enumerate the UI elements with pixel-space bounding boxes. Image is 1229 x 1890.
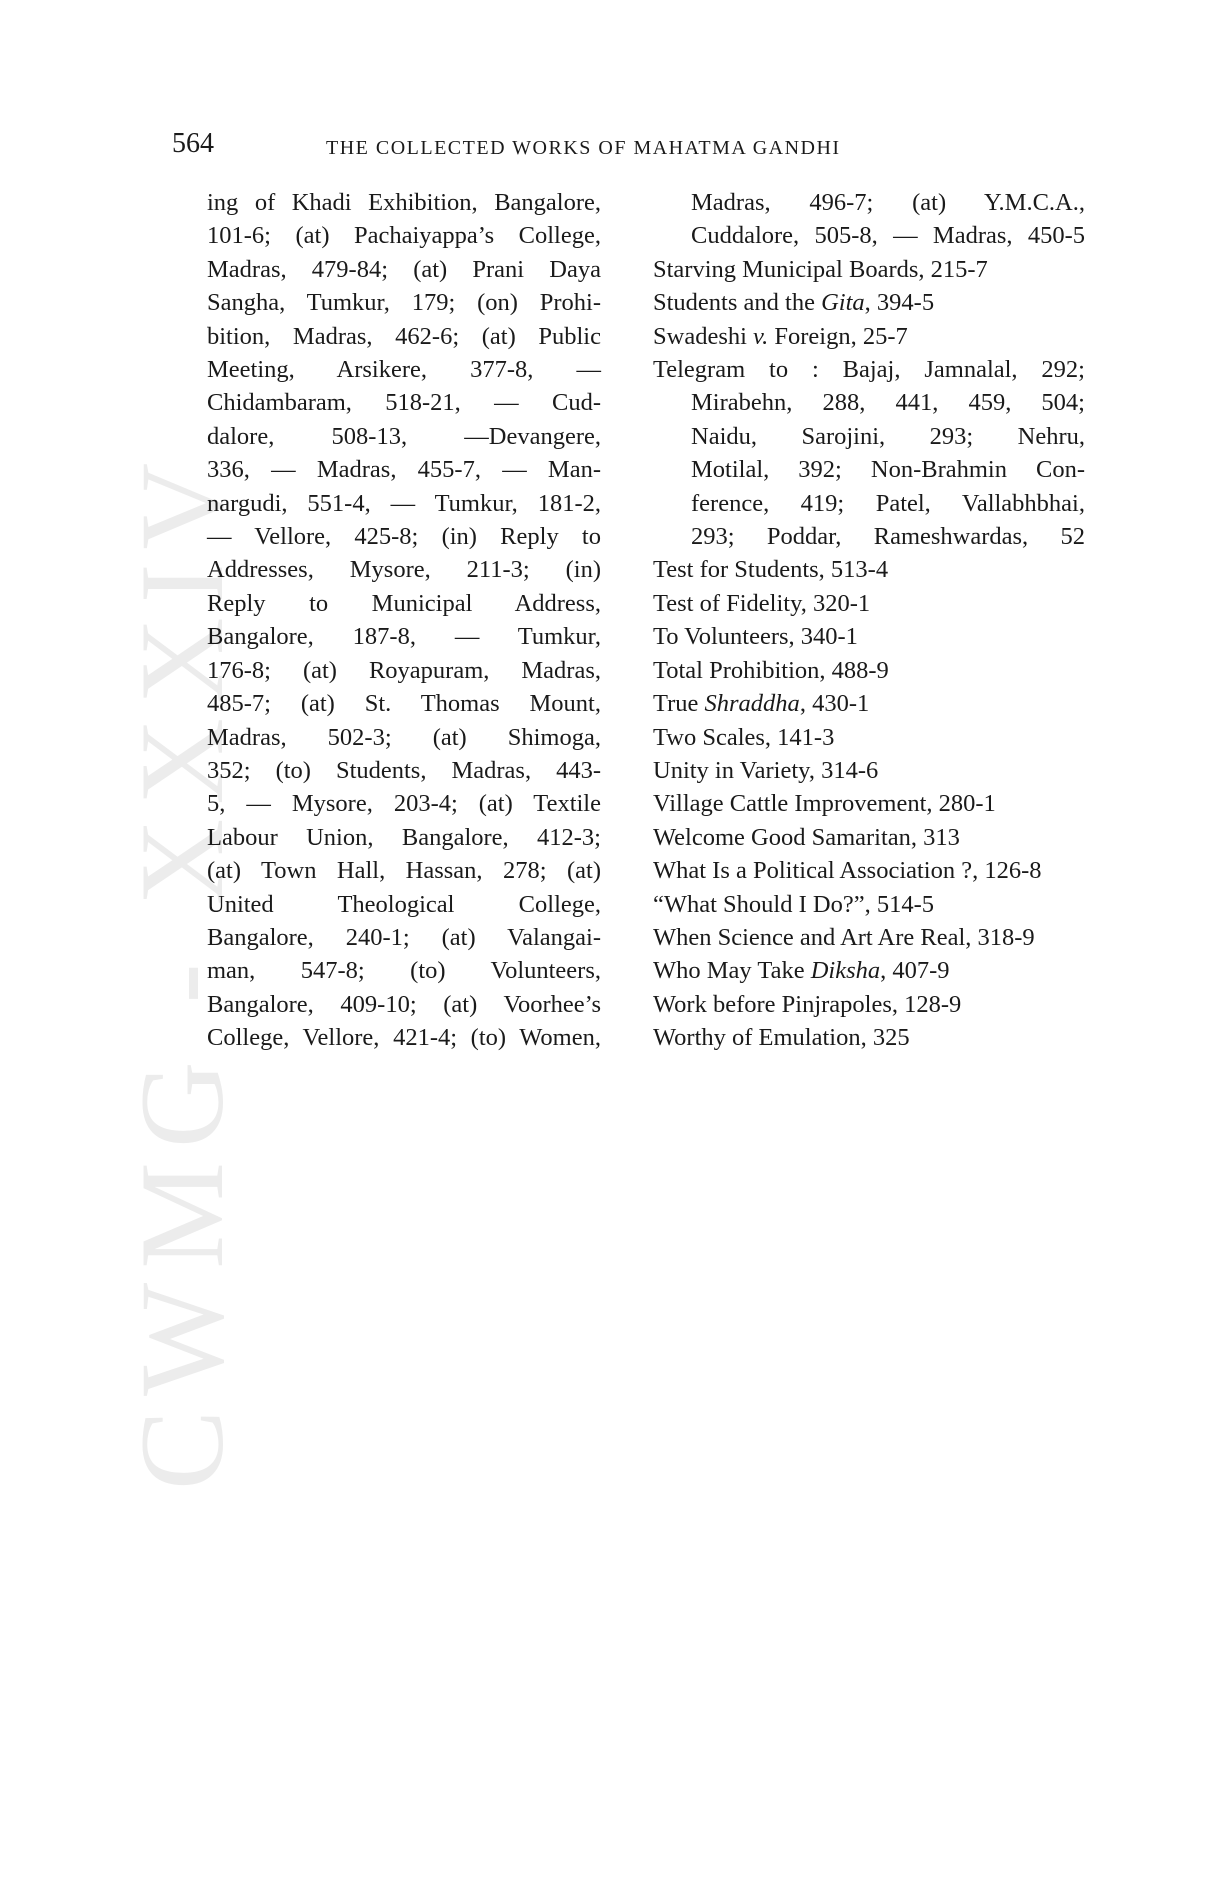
index-entry: Test of Fidelity, 320-1 bbox=[653, 589, 871, 617]
index-line: 293; Poddar, Rameshwardas, 52 bbox=[691, 523, 1085, 551]
index-entry: Unity in Variety, 314-6 bbox=[653, 756, 879, 784]
index-line: Chidambaram, 518-21, — Cud- bbox=[207, 389, 601, 417]
index-line: 352; (to) Students, Madras, 443- bbox=[207, 756, 601, 784]
index-right-column bbox=[653, 186, 1085, 1055]
entry-pages: , 394-5 bbox=[864, 289, 935, 317]
index-entry: Two Scales, 141-3 bbox=[653, 723, 835, 751]
index-line: Madras, 496-7; (at) Y.M.C.A., bbox=[691, 189, 1085, 216]
index-entry: Worthy of Emulation, 325 bbox=[653, 1024, 910, 1052]
entry-pages: , 430-1 bbox=[799, 690, 870, 718]
index-entry: Telegram to : Bajaj, Jamnalal, 292; bbox=[653, 356, 1085, 384]
entry-text: True bbox=[653, 690, 705, 718]
index-line: Cuddalore, 505-8, — Madras, 450-5 bbox=[691, 222, 1085, 250]
entry-pages: Foreign, 25-7 bbox=[768, 322, 908, 350]
index-entry bbox=[653, 320, 1085, 353]
entry-italic: Shraddha bbox=[704, 690, 800, 718]
index-entry: What Is a Political Association ?, 126-8 bbox=[653, 857, 1042, 885]
index-line: College, Vellore, 421-4; (to) Women, bbox=[207, 1024, 601, 1052]
index-entry bbox=[653, 286, 1085, 319]
index-line: Madras, 502-3; (at) Shimoga, bbox=[207, 723, 601, 751]
index-entry: Village Cattle Improvement, 280-1 bbox=[653, 790, 996, 818]
index-line: Madras, 479-84; (at) Prani Daya bbox=[207, 255, 601, 283]
index-entry: Test for Students, 513-4 bbox=[653, 556, 889, 584]
entry-text: Swadeshi bbox=[653, 322, 754, 350]
entry-text: Who May Take bbox=[653, 957, 811, 985]
index-line: ing of Khadi Exhibition, Bangalore, bbox=[207, 189, 601, 216]
index-entry: Welcome Good Samaritan, 313 bbox=[653, 823, 960, 851]
index-entry: Starving Municipal Boards, 215-7 bbox=[653, 255, 988, 283]
index-line: dalore, 508-13, —Devangere, bbox=[207, 422, 601, 450]
index-entry: To Volunteers, 340-1 bbox=[653, 623, 858, 651]
running-title: THE COLLECTED WORKS OF MAHATMA GANDHI bbox=[326, 137, 841, 159]
index-line: Sangha, Tumkur, 179; (on) Prohi- bbox=[207, 289, 601, 317]
index-line: Mirabehn, 288, 441, 459, 504; bbox=[691, 389, 1085, 417]
index-line: — Vellore, 425-8; (in) Reply to bbox=[207, 523, 601, 551]
index-line: bition, Madras, 462-6; (at) Public bbox=[207, 322, 601, 350]
entry-italic: v. bbox=[753, 322, 769, 350]
index-line: United Theological College, bbox=[207, 890, 601, 918]
index-left-column bbox=[207, 186, 601, 1055]
index-line: Bangalore, 409-10; (at) Voorhee’s bbox=[207, 990, 601, 1018]
watermark: CWMG - XXXIV bbox=[115, 448, 248, 1490]
index-line: Meeting, Arsikere, 377-8, — bbox=[207, 356, 601, 384]
index-line: 485-7; (at) St. Thomas Mount, bbox=[207, 690, 601, 718]
entry-italic: Diksha bbox=[810, 957, 881, 985]
index-line: Motilal, 392; Non-Brahmin Con- bbox=[691, 456, 1085, 484]
page-number: 564 bbox=[172, 128, 214, 159]
index-line: 5, — Mysore, 203-4; (at) Textile bbox=[207, 790, 601, 818]
entry-italic: Gita bbox=[821, 289, 865, 317]
index-line: Labour Union, Bangalore, 412-3; bbox=[207, 823, 601, 851]
entry-text: Students and the bbox=[653, 289, 822, 317]
index-line: ference, 419; Patel, Vallabhbhai, bbox=[691, 489, 1085, 517]
index-entry: Total Prohibition, 488-9 bbox=[653, 656, 889, 684]
index-line: (at) Town Hall, Hassan, 278; (at) bbox=[207, 857, 601, 885]
index-line: man, 547-8; (to) Volunteers, bbox=[207, 957, 601, 985]
index-line: 176-8; (at) Royapuram, Madras, bbox=[207, 656, 601, 684]
index-line: 101-6; (at) Pachaiyappa’s College, bbox=[207, 222, 601, 250]
index-line: Naidu, Sarojini, 293; Nehru, bbox=[691, 422, 1085, 450]
index-line: 336, — Madras, 455-7, — Man- bbox=[207, 456, 601, 484]
index-entry: “What Should I Do?”, 514-5 bbox=[653, 890, 934, 918]
index-entry: When Science and Art Are Real, 318-9 bbox=[653, 923, 1035, 951]
index-entry: Work before Pinjrapoles, 128-9 bbox=[653, 990, 962, 1018]
index-line: Bangalore, 187-8, — Tumkur, bbox=[207, 623, 601, 651]
entry-pages: , 407-9 bbox=[880, 957, 950, 985]
index-line: Bangalore, 240-1; (at) Valangai- bbox=[207, 923, 601, 951]
index-entry bbox=[653, 954, 1085, 987]
index-line: Addresses, Mysore, 211-3; (in) bbox=[207, 556, 601, 584]
index-entry bbox=[653, 687, 1085, 720]
index-line: Reply to Municipal Address, bbox=[207, 589, 601, 617]
index-line: nargudi, 551-4, — Tumkur, 181-2, bbox=[207, 489, 601, 517]
